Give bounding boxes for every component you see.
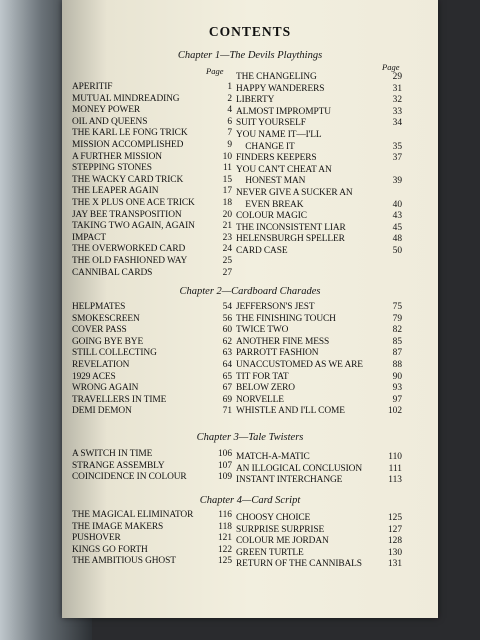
entry-title: HAPPY WANDERERS [236, 83, 325, 94]
entry-title: DEMI DEMON [72, 406, 132, 417]
contents-entry [72, 395, 232, 407]
entry-title: FINDERS KEEPERS [236, 153, 317, 164]
entry-title: SUIT YOURSELF [236, 118, 306, 129]
entry-title: THE FINISHING TOUCH [236, 313, 336, 324]
entry-title: IMPACT [72, 232, 106, 243]
contents-entry [72, 268, 232, 280]
contents-entry [236, 559, 402, 571]
entry-title: SMOKESCREEN [72, 313, 140, 324]
contents-entry [236, 464, 402, 476]
entry-title: THE LEAPER AGAIN [72, 186, 159, 197]
entry-page-number: 113 [388, 475, 402, 486]
contents-entry [236, 142, 402, 154]
entry-page-number: 64 [222, 359, 232, 370]
entry-page-number: 71 [222, 406, 232, 417]
contents-entry [72, 372, 232, 384]
contents-entry [72, 175, 232, 187]
chapter-1-heading: Chapter 1—The Devils Playthings [177, 50, 323, 61]
contents-entry [236, 525, 402, 537]
entry-title: YOU NAME IT—I'LL [236, 129, 322, 140]
entry-page-number: 122 [217, 544, 232, 555]
contents-entry [236, 118, 402, 130]
contents-entry [72, 556, 232, 568]
chapter-3-left-list [72, 449, 232, 484]
entry-title: JEFFERSON'S JEST [236, 302, 315, 312]
entry-page-number: 54 [222, 302, 232, 312]
entry-title: JAY BEE TRANSPOSITION [72, 209, 182, 220]
entry-page-number: 4 [227, 105, 232, 116]
entry-page-number: 1 [227, 82, 232, 92]
entry-page-number: 31 [392, 83, 402, 94]
entry-page-number: 27 [222, 267, 232, 278]
chapter-1-left-list [72, 82, 232, 279]
entry-title: CHOOSY CHOICE [236, 513, 311, 523]
entry-title: NEVER GIVE A SUCKER AN [236, 187, 353, 198]
contents-entry [236, 348, 402, 360]
entry-title: YOU CAN'T CHEAT AN [236, 164, 332, 175]
entry-page-number: 131 [387, 559, 402, 570]
entry-title: STILL COLLECTING [72, 348, 157, 359]
entry-title: TRAVELLERS IN TIME [72, 394, 167, 405]
chapter-4-right-list [236, 513, 402, 571]
contents-entry [236, 337, 402, 349]
contents-entry [72, 348, 232, 360]
entry-title: CARD CASE [236, 245, 288, 256]
entry-title: THE OVERWORKED CARD [72, 244, 186, 255]
entry-title: INSTANT INTERCHANGE [236, 475, 343, 486]
entry-title: ALMOST IMPROMPTU [236, 106, 331, 117]
entry-title: COVER PASS [72, 325, 127, 336]
contents-entry [236, 165, 402, 177]
entry-title: WHISTLE AND I'LL COME [236, 406, 345, 417]
entry-title: TIT FOR TAT [236, 371, 289, 382]
entry-page-number: 127 [387, 524, 402, 535]
contents-entry [236, 395, 402, 407]
entry-page-number: 65 [222, 371, 232, 382]
entry-page-number: 90 [392, 371, 402, 382]
entry-page-number: 32 [392, 95, 402, 106]
contents-entry [236, 246, 402, 258]
entry-title: GOING BYE BYE [72, 336, 144, 347]
entry-title: PARROTT FASHION [236, 348, 319, 359]
entry-page-number: 20 [222, 209, 232, 220]
entry-title: THE OLD FASHIONED WAY [72, 255, 188, 266]
chapter-2-heading: Chapter 2—Cardboard Charades [179, 286, 321, 297]
entry-title: CANNIBAL CARDS [72, 267, 153, 278]
entry-page-number: 21 [222, 221, 232, 232]
entry-page-number: 18 [222, 197, 232, 208]
contents-entry [72, 337, 232, 349]
contents-entry [236, 406, 402, 418]
contents-entry [236, 72, 402, 84]
entry-page-number: 25 [222, 255, 232, 266]
contents-entry [236, 188, 402, 200]
entry-title: STRANGE ASSEMBLY [72, 460, 165, 471]
contents-entry [72, 545, 232, 557]
entry-title: HELPMATES [72, 302, 126, 312]
entry-page-number: 125 [217, 556, 232, 567]
page-column-header-left: Page [206, 66, 224, 76]
entry-title: TAKING TWO AGAIN, AGAIN [72, 221, 195, 232]
chapter-2-left-list [72, 302, 232, 418]
entry-page-number: 67 [222, 383, 232, 394]
entry-page-number: 7 [227, 128, 232, 139]
entry-title: APERITIF [72, 82, 113, 92]
entry-title: A FURTHER MISSION [72, 151, 162, 162]
entry-page-number: 75 [392, 302, 402, 312]
entry-title: COLOUR ME JORDAN [236, 536, 329, 547]
entry-page-number: 85 [392, 336, 402, 347]
contents-entry [236, 84, 402, 96]
entry-page-number: 128 [387, 536, 402, 547]
entry-title: THE X PLUS ONE ACE TRICK [72, 197, 195, 208]
entry-page-number: 23 [222, 232, 232, 243]
contents-entry [72, 325, 232, 337]
entry-title: STEPPING STONES [72, 163, 152, 174]
entry-page-number: 10 [222, 151, 232, 162]
entry-title: THE WACKY CARD TRICK [72, 174, 184, 185]
entry-page-number: 107 [217, 460, 232, 471]
entry-title: WRONG AGAIN [72, 383, 139, 394]
entry-title: CHANGE IT [236, 141, 295, 152]
entry-page-number: 130 [387, 547, 402, 558]
entry-title: SURPRISE SURPRISE [236, 524, 325, 535]
entry-page-number: 87 [392, 348, 402, 359]
contents-entry [236, 107, 402, 119]
entry-page-number: 35 [392, 141, 402, 152]
chapter-3-right-list [236, 452, 402, 487]
entry-title: NORVELLE [236, 394, 284, 405]
contents-entry [236, 314, 402, 326]
contents-entry [72, 314, 232, 326]
contents-entry [236, 383, 402, 395]
contents-entry [72, 152, 232, 164]
entry-page-number: 60 [222, 325, 232, 336]
entry-title: MONEY POWER [72, 105, 141, 116]
entry-page-number: 24 [222, 244, 232, 255]
contents-entry [72, 510, 232, 522]
entry-title: COINCIDENCE IN COLOUR [72, 472, 187, 483]
entry-title: RETURN OF THE CANNIBALS [236, 559, 362, 570]
contents-entry [72, 82, 232, 94]
entry-page-number: 9 [227, 139, 232, 150]
contents-entry [72, 406, 232, 418]
entry-page-number: 111 [388, 463, 402, 474]
entry-title: OIL AND QUEENS [72, 116, 148, 127]
contents-entry [72, 221, 232, 233]
entry-page-number: 43 [392, 211, 402, 222]
entry-title: TWICE TWO [236, 325, 289, 336]
entry-page-number: 39 [392, 176, 402, 187]
contents-entry [72, 472, 232, 484]
contents-entry [72, 256, 232, 268]
contents-entry [72, 117, 232, 129]
entry-page-number: 125 [387, 513, 402, 523]
contents-entry [236, 234, 402, 246]
contents-entry [72, 140, 232, 152]
contents-entry [72, 105, 232, 117]
entry-page-number: 33 [392, 106, 402, 117]
entry-title: KINGS GO FORTH [72, 544, 148, 555]
entry-page-number: 48 [392, 234, 402, 245]
contents-entry [72, 360, 232, 372]
entry-title: HONEST MAN [236, 176, 306, 187]
contents-entry [72, 94, 232, 106]
entry-title: REVELATION [72, 359, 130, 370]
entry-page-number: 63 [222, 348, 232, 359]
entry-title: MUTUAL MINDREADING [72, 93, 180, 104]
contents-entry [72, 522, 232, 534]
entry-page-number: 15 [222, 174, 232, 185]
page-column-header-right: Page [382, 62, 400, 72]
entry-title: 1929 ACES [72, 371, 116, 382]
contents-entry [72, 449, 232, 461]
book-page [62, 0, 438, 618]
entry-title: LIBERTY [236, 95, 275, 106]
contents-entry [72, 210, 232, 222]
entry-page-number: 116 [218, 510, 232, 520]
contents-entry [236, 536, 402, 548]
entry-page-number: 102 [387, 406, 402, 417]
contents-entry [72, 461, 232, 473]
entry-title: THE AMBITIOUS GHOST [72, 556, 176, 567]
entry-page-number: 45 [392, 222, 402, 233]
entry-page-number: 17 [222, 186, 232, 197]
contents-entry [236, 452, 402, 464]
entry-page-number: 50 [392, 245, 402, 256]
entry-title: THE IMAGE MAKERS [72, 521, 164, 532]
contents-entry [236, 302, 402, 314]
entry-title: PUSHOVER [72, 533, 121, 544]
contents-entry [236, 223, 402, 235]
contents-entry [72, 128, 232, 140]
entry-page-number: 106 [217, 449, 232, 459]
contents-entry [72, 383, 232, 395]
entry-title: ANOTHER FINE MESS [236, 336, 330, 347]
contents-entry [236, 200, 402, 212]
entry-page-number: 11 [222, 163, 232, 174]
contents-title: CONTENTS [208, 24, 292, 39]
entry-page-number: 82 [392, 325, 402, 336]
entry-title: THE CHANGELING [236, 72, 317, 82]
chapter-1-right-list [236, 72, 402, 258]
entry-page-number: 118 [218, 521, 232, 532]
chapter-4-left-list [72, 510, 232, 568]
entry-title: HELENSBURGH SPELLER [236, 234, 345, 245]
chapter-3-heading: Chapter 3—Tale Twisters [196, 432, 304, 443]
entry-page-number: 110 [388, 452, 402, 462]
entry-page-number: 97 [392, 394, 402, 405]
contents-entry [236, 153, 402, 165]
chapter-2-right-list [236, 302, 402, 418]
entry-page-number: 88 [392, 359, 402, 370]
entry-title: COLOUR MAGIC [236, 211, 307, 222]
contents-entry [236, 211, 402, 223]
entry-page-number: 56 [222, 313, 232, 324]
contents-entry [72, 233, 232, 245]
entry-title: UNACCUSTOMED AS WE ARE [236, 359, 363, 370]
entry-title: THE MAGICAL ELIMINATOR [72, 510, 194, 520]
entry-title: AN ILLOGICAL CONCLUSION [236, 463, 362, 474]
contents-entry [236, 95, 402, 107]
contents-entry [236, 176, 402, 188]
entry-title: MISSION ACCOMPLISHED [72, 139, 184, 150]
entry-page-number: 69 [222, 394, 232, 405]
entry-title: EVEN BREAK [236, 199, 304, 210]
entry-page-number: 79 [392, 313, 402, 324]
contents-entry [72, 198, 232, 210]
contents-entry [236, 372, 402, 384]
entry-page-number: 93 [392, 383, 402, 394]
entry-title: THE KARL LE FONG TRICK [72, 128, 188, 139]
contents-entry [72, 533, 232, 545]
entry-page-number: 6 [227, 116, 232, 127]
entry-page-number: 2 [227, 93, 232, 104]
entry-page-number: 62 [222, 336, 232, 347]
contents-entry [236, 130, 402, 142]
contents-entry [236, 325, 402, 337]
entry-title: GREEN TURTLE [236, 547, 304, 558]
contents-entry [236, 513, 402, 525]
entry-page-number: 34 [392, 118, 402, 129]
entry-page-number: 37 [392, 153, 402, 164]
entry-title: MATCH-A-MATIC [236, 452, 310, 462]
contents-entry [236, 548, 402, 560]
contents-entry [72, 302, 232, 314]
entry-title: THE INCONSISTENT LIAR [236, 222, 346, 233]
entry-page-number: 40 [392, 199, 402, 210]
entry-title: BELOW ZERO [236, 383, 295, 394]
entry-title: A SWITCH IN TIME [72, 449, 153, 459]
entry-page-number: 29 [392, 72, 402, 82]
contents-entry [72, 163, 232, 175]
contents-entry [236, 360, 402, 372]
contents-entry [72, 244, 232, 256]
entry-page-number: 109 [217, 472, 232, 483]
chapter-4-heading: Chapter 4—Card Script [199, 495, 301, 506]
contents-entry [72, 186, 232, 198]
contents-entry [236, 475, 402, 487]
entry-page-number: 121 [217, 533, 232, 544]
